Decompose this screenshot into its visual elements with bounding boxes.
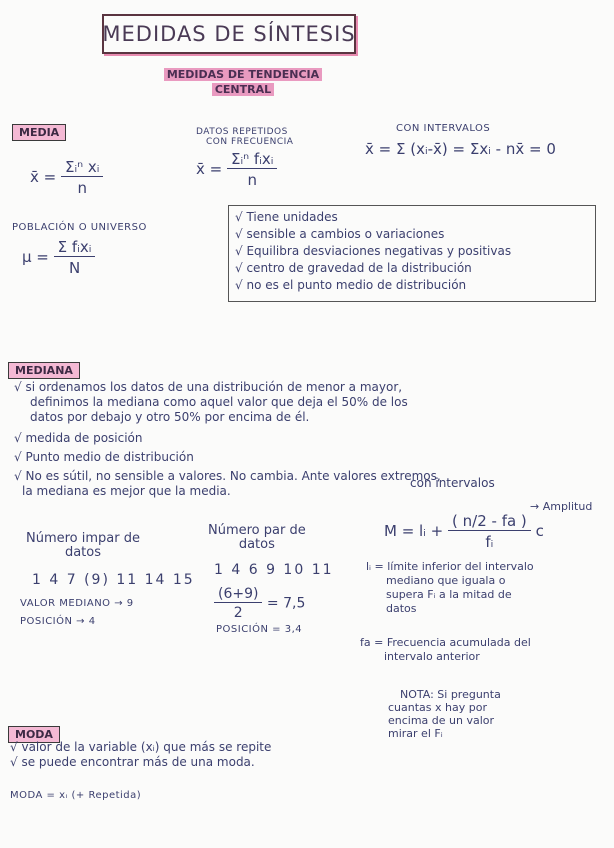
- li-def-line: datos: [386, 602, 417, 615]
- page-title: MEDIDAS DE SÍNTESIS: [102, 14, 356, 54]
- population-formula-lhs: μ =: [22, 248, 49, 266]
- note-line: mirar el Fᵢ: [388, 727, 443, 740]
- population-formula-num: Σ fᵢxᵢ: [54, 238, 96, 257]
- population-formula-fraction: [54, 238, 96, 277]
- fa-definition: [360, 636, 531, 664]
- even-label-line-1: Número par de: [208, 523, 306, 538]
- population-formula: [22, 238, 95, 277]
- moda-formula: MODA = xᵢ (+ Repetida): [10, 790, 142, 801]
- odd-value: VALOR MEDIANO → 9: [20, 598, 134, 609]
- even-label-line-2: datos: [238, 537, 275, 552]
- mediana-line: √ Punto medio de distribución: [14, 450, 194, 464]
- mediana-formula-tail: c: [535, 522, 544, 540]
- freq-label-line-1: DATOS REPETIDOS: [196, 127, 288, 137]
- subtitle-line-2: CENTRAL: [212, 83, 274, 96]
- mediana-line: definimos la mediana como aquel valor que deja el 50% de los: [30, 395, 408, 409]
- freq-formula-fraction: [227, 150, 277, 189]
- even-formula-den: 2: [233, 605, 243, 621]
- odd-data: 1 4 7 (9) 11 14 15: [32, 572, 195, 588]
- li-def-line: mediano que iguala o: [386, 574, 506, 587]
- freq-formula: [196, 150, 277, 189]
- moda-note: [388, 688, 501, 740]
- subtitle: [148, 68, 338, 96]
- odd-label: [26, 532, 140, 560]
- li-definition: [366, 560, 534, 616]
- media-tag: MEDIA: [12, 124, 66, 141]
- media-properties-box: [228, 205, 596, 302]
- moda-tag: MODA: [8, 726, 60, 743]
- intervals-formula: x̄ = Σ (xᵢ-x̄) = Σxᵢ - nx̄ = 0: [365, 140, 556, 158]
- odd-label-line-2: datos: [64, 545, 102, 560]
- note-line: NOTA: Si pregunta: [400, 688, 501, 701]
- media-formula-fraction: [61, 158, 103, 197]
- mediana-line: √ medida de posición: [14, 431, 143, 445]
- odd-label-line-1: Número impar de: [26, 531, 140, 546]
- even-position: POSICIÓN = 3,4: [216, 624, 303, 635]
- property-item: √ Tiene unidades: [235, 210, 338, 224]
- even-formula-fraction: [214, 586, 262, 621]
- freq-formula-num: Σᵢⁿ fᵢxᵢ: [227, 150, 277, 169]
- property-item: √ sensible a cambios o variaciones: [235, 227, 445, 241]
- mediana-interval-formula: [384, 512, 544, 551]
- media-formula-den: n: [77, 179, 87, 197]
- property-item: √ no es el punto medio de distribución: [235, 278, 467, 292]
- media-formula: [30, 158, 103, 197]
- mediana-line: √ si ordenamos los datos de una distribución de menor a mayor,: [14, 380, 403, 394]
- odd-position: POSICIÓN → 4: [20, 616, 96, 627]
- mediana-intervals-label: con intervalos: [410, 476, 495, 490]
- amplitud-note: → Amplitud: [530, 500, 593, 513]
- intervals-label: CON INTERVALOS: [396, 123, 491, 134]
- media-formula-lhs: x̄ =: [30, 168, 57, 186]
- mediana-formula-lhs: M = lᵢ +: [384, 522, 444, 540]
- even-data: 1 4 6 9 10 11: [214, 562, 334, 578]
- freq-formula-den: n: [247, 171, 257, 189]
- fa-def-line: intervalo anterior: [384, 650, 480, 663]
- moda-line: √ valor de la variable (xᵢ) que más se repite: [10, 740, 272, 754]
- mediana-line: √ No es sútil, no sensible a valores. No cambia. Ante valores extremos,: [14, 469, 441, 483]
- even-formula-num: (6+9): [214, 586, 262, 603]
- mediana-line: datos por debajo y otro 50% por encima de él.: [30, 410, 310, 424]
- moda-line: √ se puede encontrar más de una moda.: [10, 755, 255, 769]
- freq-label: [196, 127, 293, 147]
- mediana-line: la mediana es mejor que la media.: [22, 484, 231, 498]
- mediana-formula-den: fᵢ: [485, 533, 494, 551]
- mediana-formula-num: ( n/2 - fa ): [448, 512, 531, 531]
- subtitle-line-1: MEDIDAS DE TENDENCIA: [164, 68, 322, 81]
- note-line: encima de un valor: [388, 714, 495, 727]
- property-item: √ centro de gravedad de la distribución: [235, 261, 472, 275]
- freq-formula-lhs: x̄ =: [196, 160, 223, 178]
- li-def-line: supera Fᵢ a la mitad de: [386, 588, 512, 601]
- even-formula-result: = 7,5: [266, 595, 306, 612]
- even-formula: [214, 586, 305, 621]
- freq-label-line-2: CON FRECUENCIA: [206, 137, 294, 147]
- property-item: √ Equilibra desviaciones negativas y positivas: [235, 244, 512, 258]
- even-label: [208, 524, 306, 552]
- population-label: POBLACIÓN O UNIVERSO: [12, 222, 147, 233]
- mediana-tag: MEDIANA: [8, 362, 80, 379]
- fa-def-line: fa = Frecuencia acumulada del: [360, 636, 531, 649]
- mediana-formula-fraction: [448, 512, 531, 551]
- mediana-definition: [14, 380, 441, 499]
- population-formula-den: N: [68, 259, 81, 277]
- li-def-line: lᵢ = límite inferior del intervalo: [366, 560, 534, 573]
- media-formula-num: Σᵢⁿ xᵢ: [61, 158, 103, 177]
- note-line: cuantas x hay por: [388, 701, 487, 714]
- moda-definition: [10, 712, 271, 770]
